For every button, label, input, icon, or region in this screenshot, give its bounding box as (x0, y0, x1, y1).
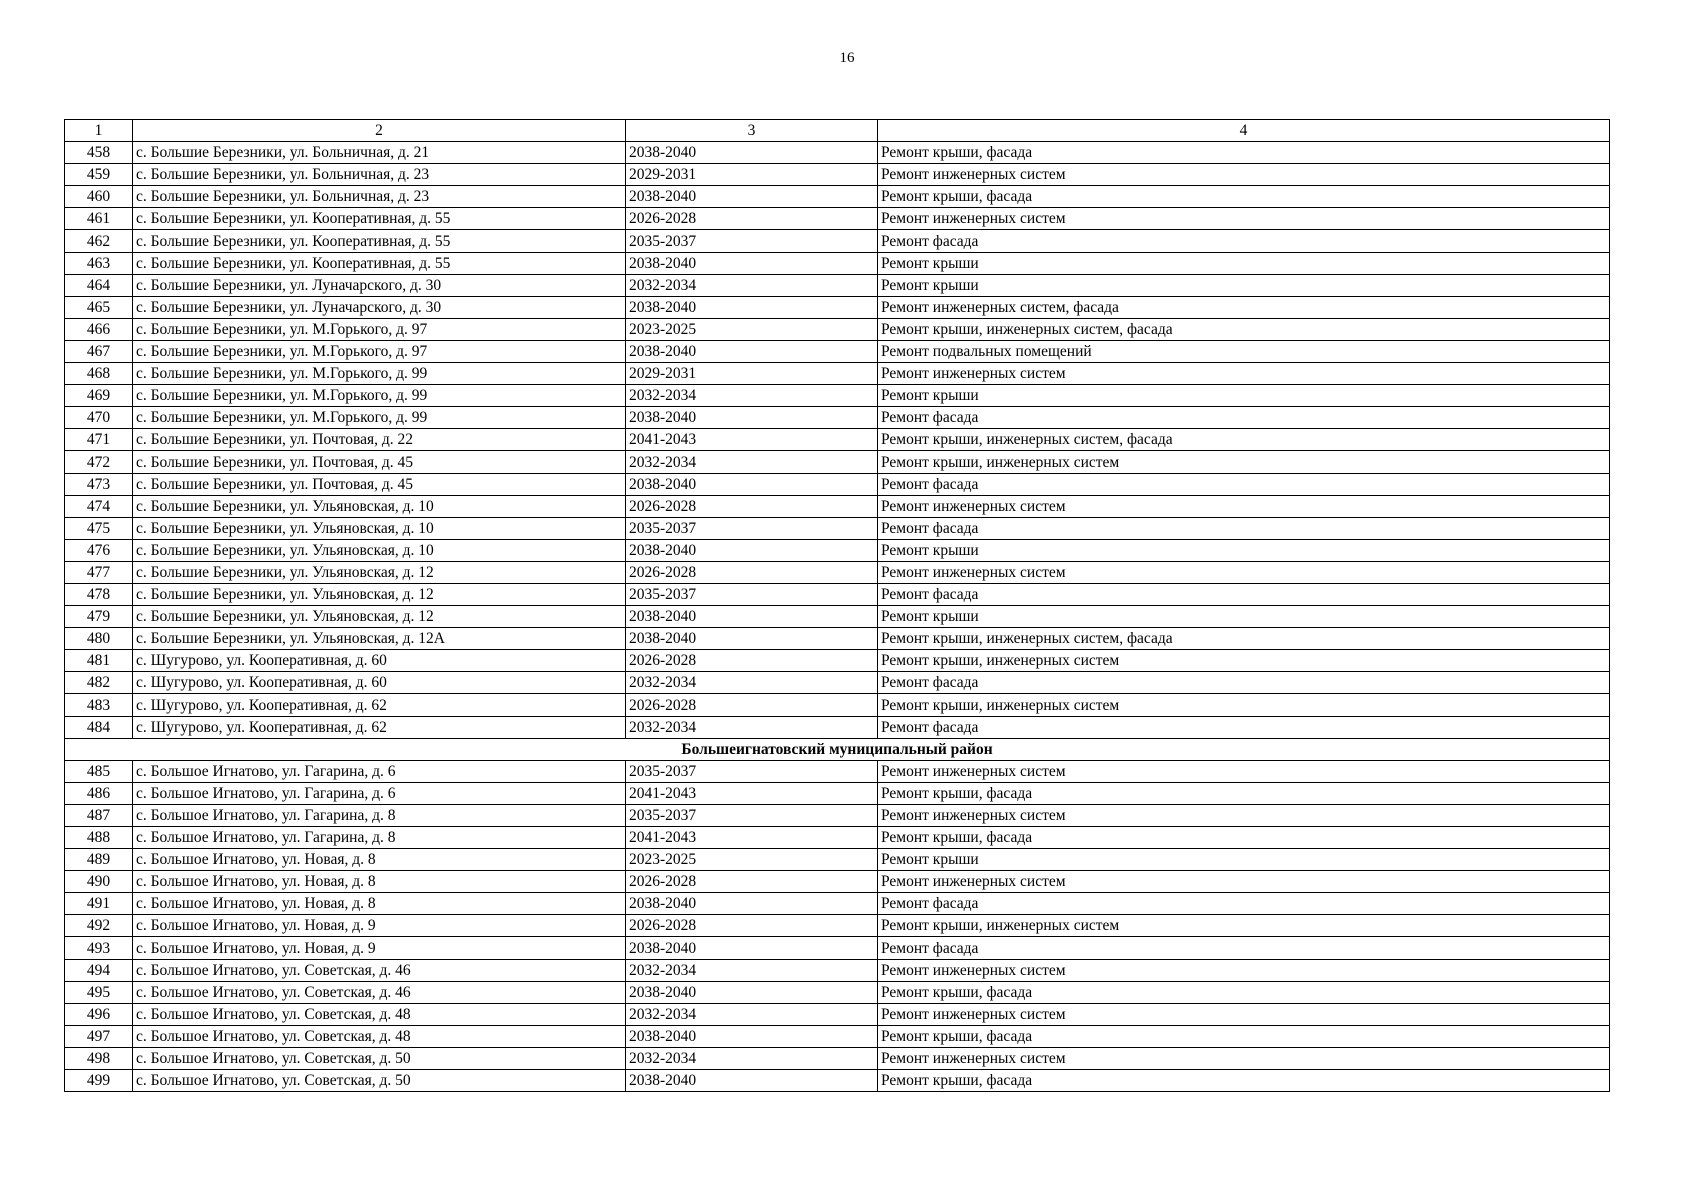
table-row (65, 429, 1610, 451)
period-cell: 2038-2040 (626, 473, 878, 495)
row-number: 483 (65, 694, 133, 716)
table-row (65, 716, 1610, 738)
table-row (65, 385, 1610, 407)
table-row (65, 340, 1610, 362)
period-cell: 2035-2037 (626, 804, 878, 826)
row-number: 474 (65, 495, 133, 517)
works-cell: Ремонт крыши, инженерных систем (878, 915, 1610, 937)
period-cell: 2035-2037 (626, 760, 878, 782)
address-cell: с. Большое Игнатово, ул. Советская, д. 48 (133, 1003, 626, 1025)
address-cell: с. Большие Березники, ул. Больничная, д. 23 (133, 164, 626, 186)
row-number: 467 (65, 340, 133, 362)
works-cell: Ремонт крыши, фасада (878, 142, 1610, 164)
column-header-address: 2 (133, 120, 626, 142)
works-cell: Ремонт крыши, фасада (878, 981, 1610, 1003)
address-cell: с. Большие Березники, ул. Ульяновская, д. 10 (133, 517, 626, 539)
period-cell: 2026-2028 (626, 495, 878, 517)
period-cell: 2038-2040 (626, 1070, 878, 1092)
table-row (65, 1025, 1610, 1047)
row-number: 461 (65, 208, 133, 230)
period-cell: 2038-2040 (626, 539, 878, 561)
address-cell: с. Большие Березники, ул. Ульяновская, д. 12 (133, 583, 626, 605)
address-cell: с. Большие Березники, ул. Ульяновская, д. 12 (133, 561, 626, 583)
table-row (65, 606, 1610, 628)
table-row (65, 583, 1610, 605)
address-cell: с. Большие Березники, ул. Больничная, д. 21 (133, 142, 626, 164)
period-cell: 2026-2028 (626, 208, 878, 230)
works-cell: Ремонт фасада (878, 583, 1610, 605)
address-cell: с. Большие Березники, ул. Ульяновская, д. 12 (133, 606, 626, 628)
address-cell: с. Шугурово, ул. Кооперативная, д. 60 (133, 672, 626, 694)
table-row (65, 827, 1610, 849)
period-cell: 2023-2025 (626, 318, 878, 340)
period-cell: 2032-2034 (626, 1003, 878, 1025)
row-number: 497 (65, 1025, 133, 1047)
address-cell: с. Большие Березники, ул. М.Горького, д. 99 (133, 363, 626, 385)
works-cell: Ремонт фасада (878, 407, 1610, 429)
works-cell: Ремонт крыши, инженерных систем, фасада (878, 318, 1610, 340)
works-cell: Ремонт инженерных систем (878, 1003, 1610, 1025)
table-row (65, 539, 1610, 561)
table-row (65, 517, 1610, 539)
period-cell: 2038-2040 (626, 1025, 878, 1047)
works-cell: Ремонт крыши (878, 252, 1610, 274)
period-cell: 2032-2034 (626, 716, 878, 738)
period-cell: 2029-2031 (626, 363, 878, 385)
row-number: 472 (65, 451, 133, 473)
table-row (65, 473, 1610, 495)
row-number: 491 (65, 893, 133, 915)
works-cell: Ремонт инженерных систем, фасада (878, 296, 1610, 318)
works-cell: Ремонт инженерных систем (878, 804, 1610, 826)
row-number: 487 (65, 804, 133, 826)
row-number: 488 (65, 827, 133, 849)
section-title: Большеигнатовский муниципальный район (65, 738, 1610, 760)
table-row (65, 318, 1610, 340)
address-cell: с. Большие Березники, ул. Луначарского, д. 30 (133, 274, 626, 296)
works-cell: Ремонт инженерных систем (878, 495, 1610, 517)
address-cell: с. Большие Березники, ул. М.Горького, д. 97 (133, 340, 626, 362)
table-row (65, 893, 1610, 915)
column-header-period: 3 (626, 120, 878, 142)
address-cell: с. Большое Игнатово, ул. Советская, д. 48 (133, 1025, 626, 1047)
address-cell: с. Большие Березники, ул. Ульяновская, д. 12А (133, 628, 626, 650)
address-cell: с. Большие Березники, ул. М.Горького, д. 99 (133, 385, 626, 407)
period-cell: 2038-2040 (626, 252, 878, 274)
address-cell: с. Большое Игнатово, ул. Гагарина, д. 6 (133, 760, 626, 782)
address-cell: с. Большие Березники, ул. Больничная, д. 23 (133, 186, 626, 208)
works-cell: Ремонт инженерных систем (878, 561, 1610, 583)
table-row (65, 915, 1610, 937)
works-cell: Ремонт фасада (878, 230, 1610, 252)
period-cell: 2032-2034 (626, 672, 878, 694)
period-cell: 2038-2040 (626, 340, 878, 362)
address-cell: с. Большое Игнатово, ул. Гагарина, д. 8 (133, 827, 626, 849)
address-cell: с. Большие Березники, ул. М.Горького, д. 97 (133, 318, 626, 340)
works-cell: Ремонт крыши, фасада (878, 1070, 1610, 1092)
address-cell: с. Большое Игнатово, ул. Советская, д. 46 (133, 959, 626, 981)
row-number: 495 (65, 981, 133, 1003)
row-number: 490 (65, 871, 133, 893)
period-cell: 2035-2037 (626, 517, 878, 539)
table-row (65, 937, 1610, 959)
works-cell: Ремонт фасада (878, 473, 1610, 495)
period-cell: 2032-2034 (626, 385, 878, 407)
period-cell: 2038-2040 (626, 142, 878, 164)
row-number: 468 (65, 363, 133, 385)
works-cell: Ремонт инженерных систем (878, 871, 1610, 893)
table-row (65, 296, 1610, 318)
period-cell: 2026-2028 (626, 915, 878, 937)
period-cell: 2041-2043 (626, 429, 878, 451)
period-cell: 2035-2037 (626, 583, 878, 605)
row-number: 485 (65, 760, 133, 782)
works-cell: Ремонт крыши, инженерных систем (878, 694, 1610, 716)
works-cell: Ремонт крыши (878, 606, 1610, 628)
column-header-works: 4 (878, 120, 1610, 142)
table-row (65, 230, 1610, 252)
table-row (65, 981, 1610, 1003)
address-cell: с. Шугурово, ул. Кооперативная, д. 60 (133, 650, 626, 672)
table-row (65, 804, 1610, 826)
period-cell: 2023-2025 (626, 849, 878, 871)
table-row (65, 186, 1610, 208)
works-cell: Ремонт крыши, фасада (878, 782, 1610, 804)
row-number: 494 (65, 959, 133, 981)
row-number: 482 (65, 672, 133, 694)
works-cell: Ремонт фасада (878, 672, 1610, 694)
repair-schedule-table (64, 119, 1610, 1092)
works-cell: Ремонт инженерных систем (878, 164, 1610, 186)
period-cell: 2026-2028 (626, 561, 878, 583)
period-cell: 2038-2040 (626, 893, 878, 915)
address-cell: с. Большие Березники, ул. Почтовая, д. 45 (133, 451, 626, 473)
works-cell: Ремонт инженерных систем (878, 959, 1610, 981)
works-cell: Ремонт крыши (878, 849, 1610, 871)
page-number: 16 (839, 50, 855, 66)
address-cell: с. Большие Березники, ул. Кооперативная, д. 55 (133, 208, 626, 230)
address-cell: с. Шугурово, ул. Кооперативная, д. 62 (133, 694, 626, 716)
works-cell: Ремонт инженерных систем (878, 760, 1610, 782)
table-row (65, 650, 1610, 672)
row-number: 477 (65, 561, 133, 583)
address-cell: с. Большие Березники, ул. Ульяновская, д. 10 (133, 495, 626, 517)
works-cell: Ремонт крыши, фасада (878, 1025, 1610, 1047)
address-cell: с. Большие Березники, ул. Кооперативная, д. 55 (133, 252, 626, 274)
row-number: 465 (65, 296, 133, 318)
row-number: 463 (65, 252, 133, 274)
address-cell: с. Большое Игнатово, ул. Гагарина, д. 6 (133, 782, 626, 804)
table-row (65, 561, 1610, 583)
table-row (65, 407, 1610, 429)
works-cell: Ремонт крыши, фасада (878, 186, 1610, 208)
address-cell: с. Большое Игнатово, ул. Гагарина, д. 8 (133, 804, 626, 826)
works-cell: Ремонт крыши, фасада (878, 827, 1610, 849)
address-cell: с. Большое Игнатово, ул. Новая, д. 9 (133, 937, 626, 959)
row-number: 481 (65, 650, 133, 672)
table-row (65, 959, 1610, 981)
section-row (65, 738, 1610, 760)
period-cell: 2032-2034 (626, 1047, 878, 1069)
row-number: 466 (65, 318, 133, 340)
table-row (65, 871, 1610, 893)
table-row (65, 672, 1610, 694)
row-number: 499 (65, 1070, 133, 1092)
address-cell: с. Большие Березники, ул. Почтовая, д. 22 (133, 429, 626, 451)
table-row (65, 760, 1610, 782)
row-number: 476 (65, 539, 133, 561)
row-number: 462 (65, 230, 133, 252)
row-number: 498 (65, 1047, 133, 1069)
table-row (65, 782, 1610, 804)
table-row (65, 274, 1610, 296)
table-row (65, 1003, 1610, 1025)
address-cell: с. Шугурово, ул. Кооперативная, д. 62 (133, 716, 626, 738)
address-cell: с. Большое Игнатово, ул. Новая, д. 8 (133, 849, 626, 871)
address-cell: с. Большое Игнатово, ул. Новая, д. 9 (133, 915, 626, 937)
address-cell: с. Большое Игнатово, ул. Новая, д. 8 (133, 871, 626, 893)
address-cell: с. Большие Березники, ул. Ульяновская, д. 10 (133, 539, 626, 561)
works-cell: Ремонт инженерных систем (878, 208, 1610, 230)
row-number: 480 (65, 628, 133, 650)
period-cell: 2038-2040 (626, 981, 878, 1003)
row-number: 459 (65, 164, 133, 186)
works-cell: Ремонт крыши (878, 385, 1610, 407)
row-number: 493 (65, 937, 133, 959)
table-row (65, 252, 1610, 274)
row-number: 489 (65, 849, 133, 871)
address-cell: с. Большие Березники, ул. Почтовая, д. 45 (133, 473, 626, 495)
row-number: 475 (65, 517, 133, 539)
table-row (65, 849, 1610, 871)
works-cell: Ремонт подвальных помещений (878, 340, 1610, 362)
period-cell: 2041-2043 (626, 827, 878, 849)
works-cell: Ремонт крыши (878, 274, 1610, 296)
period-cell: 2038-2040 (626, 407, 878, 429)
period-cell: 2041-2043 (626, 782, 878, 804)
row-number: 478 (65, 583, 133, 605)
period-cell: 2029-2031 (626, 164, 878, 186)
period-cell: 2032-2034 (626, 274, 878, 296)
row-number: 492 (65, 915, 133, 937)
table-row (65, 363, 1610, 385)
row-number: 471 (65, 429, 133, 451)
period-cell: 2038-2040 (626, 606, 878, 628)
row-number: 484 (65, 716, 133, 738)
table-row (65, 628, 1610, 650)
period-cell: 2035-2037 (626, 230, 878, 252)
works-cell: Ремонт фасада (878, 893, 1610, 915)
row-number: 496 (65, 1003, 133, 1025)
works-cell: Ремонт крыши, инженерных систем (878, 451, 1610, 473)
address-cell: с. Большие Березники, ул. Луначарского, д. 30 (133, 296, 626, 318)
address-cell: с. Большое Игнатово, ул. Советская, д. 50 (133, 1047, 626, 1069)
period-cell: 2026-2028 (626, 694, 878, 716)
period-cell: 2038-2040 (626, 186, 878, 208)
address-cell: с. Большие Березники, ул. М.Горького, д. 99 (133, 407, 626, 429)
works-cell: Ремонт крыши, инженерных систем (878, 650, 1610, 672)
table-row (65, 208, 1610, 230)
period-cell: 2038-2040 (626, 296, 878, 318)
table-row (65, 1047, 1610, 1069)
period-cell: 2026-2028 (626, 871, 878, 893)
table-row (65, 142, 1610, 164)
address-cell: с. Большие Березники, ул. Кооперативная, д. 55 (133, 230, 626, 252)
table-row (65, 1070, 1610, 1092)
address-cell: с. Большое Игнатово, ул. Советская, д. 46 (133, 981, 626, 1003)
works-cell: Ремонт крыши, инженерных систем, фасада (878, 628, 1610, 650)
table-row (65, 694, 1610, 716)
period-cell: 2026-2028 (626, 650, 878, 672)
row-number: 469 (65, 385, 133, 407)
row-number: 464 (65, 274, 133, 296)
works-cell: Ремонт инженерных систем (878, 1047, 1610, 1069)
row-number: 458 (65, 142, 133, 164)
row-number: 486 (65, 782, 133, 804)
works-cell: Ремонт крыши, инженерных систем, фасада (878, 429, 1610, 451)
row-number: 479 (65, 606, 133, 628)
table-body (65, 120, 1610, 1092)
works-cell: Ремонт фасада (878, 716, 1610, 738)
address-cell: с. Большое Игнатово, ул. Новая, д. 8 (133, 893, 626, 915)
table-row (65, 495, 1610, 517)
period-cell: 2032-2034 (626, 451, 878, 473)
works-cell: Ремонт фасада (878, 517, 1610, 539)
row-number: 460 (65, 186, 133, 208)
period-cell: 2032-2034 (626, 959, 878, 981)
works-cell: Ремонт фасада (878, 937, 1610, 959)
period-cell: 2038-2040 (626, 628, 878, 650)
row-number: 473 (65, 473, 133, 495)
table-header-row (65, 120, 1610, 142)
works-cell: Ремонт инженерных систем (878, 363, 1610, 385)
row-number: 470 (65, 407, 133, 429)
period-cell: 2038-2040 (626, 937, 878, 959)
column-header-number: 1 (65, 120, 133, 142)
table-row (65, 164, 1610, 186)
address-cell: с. Большое Игнатово, ул. Советская, д. 50 (133, 1070, 626, 1092)
table-row (65, 451, 1610, 473)
works-cell: Ремонт крыши (878, 539, 1610, 561)
